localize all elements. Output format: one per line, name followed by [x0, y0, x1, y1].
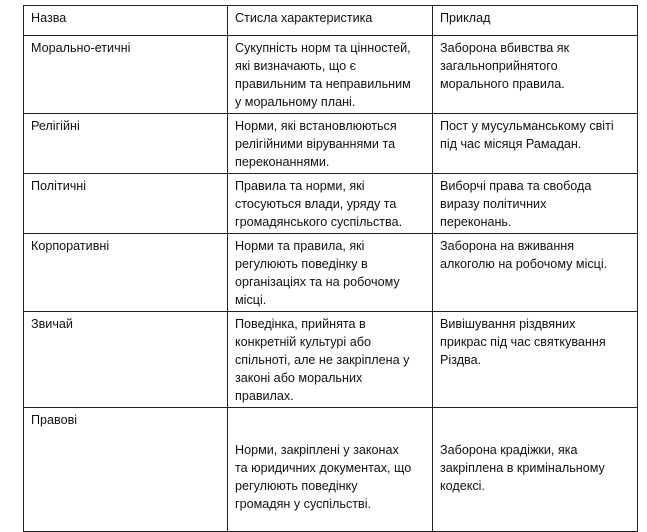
cell-description: Норми, які встановлюються релігійними віруваннями та переконаннями. [228, 114, 433, 174]
cell-description: Сукупність норм та цінностей, які визначають, що є правильним та неправильним у моральному плані. [228, 36, 433, 114]
table-header-row [24, 6, 638, 36]
cell-name: Правові [24, 408, 228, 532]
header-name: Назва [24, 6, 228, 36]
cell-description: Поведінка, прийнята в конкретній культурі або спільноті, але не закріплена у законі або моральних правилах. [228, 312, 433, 408]
table-row [24, 312, 638, 408]
table-row [24, 234, 638, 312]
cell-name: Корпоративні [24, 234, 228, 312]
cell-description: Норми, закріплені у законах та юридичних документах, що регулюють поведінку громадян у суспільстві. [228, 408, 433, 532]
table-row [24, 36, 638, 114]
cell-example: Заборона на вживання алкоголю на робочому місці. [433, 234, 638, 312]
cell-name: Політичні [24, 174, 228, 234]
cell-description: Правила та норми, які стосуються влади, уряду та громадянського суспільства. [228, 174, 433, 234]
norms-table [23, 5, 638, 532]
cell-example: Виборчі права та свобода виразу політичних переконань. [433, 174, 638, 234]
header-example: Приклад [433, 6, 638, 36]
cell-example: Заборона крадіжки, яка закріплена в кримінальному кодексі. [433, 408, 638, 532]
cell-name: Релігійні [24, 114, 228, 174]
cell-example: Вивішування різдвяних прикрас під час святкування Різдва. [433, 312, 638, 408]
table-row [24, 174, 638, 234]
header-description: Стисла характеристика [228, 6, 433, 36]
cell-name: Звичай [24, 312, 228, 408]
table-row [24, 114, 638, 174]
cell-name: Морально-етичні [24, 36, 228, 114]
cell-description: Норми та правила, які регулюють поведінку в організаціях та на робочому місці. [228, 234, 433, 312]
cell-example: Пост у мусульманському світі під час місяця Рамадан. [433, 114, 638, 174]
cell-example: Заборона вбивства як загальноприйнятого морального правила. [433, 36, 638, 114]
